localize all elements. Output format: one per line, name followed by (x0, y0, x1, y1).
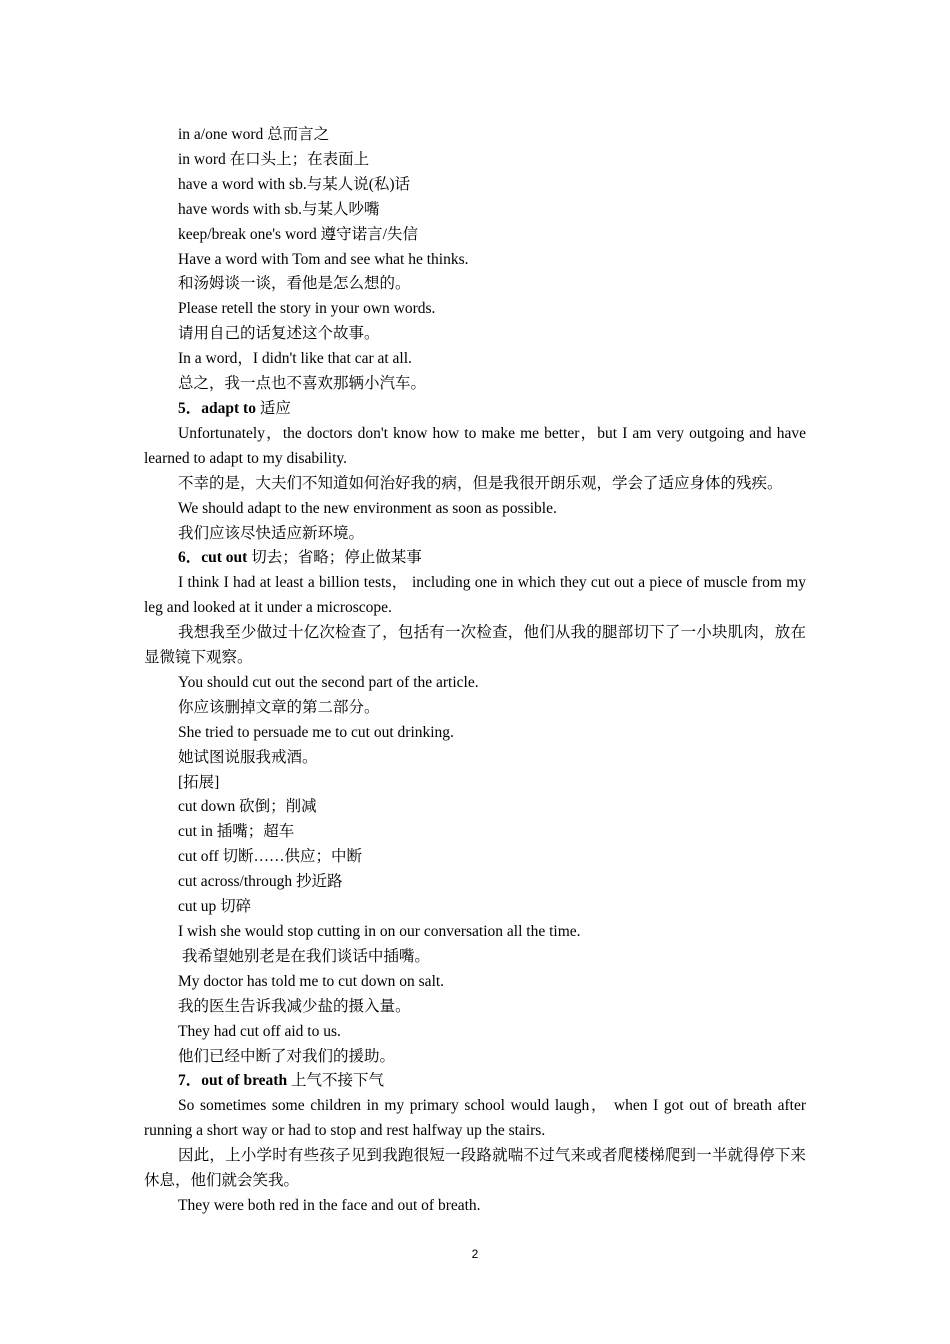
heading-term: adapt to (201, 399, 256, 417)
paragraph: So sometimes some children in my primary school would laugh， when I got out of breath after running a short way or had to stop and rest halfway up the stairs. (144, 1097, 806, 1140)
heading-meaning: 上气不接下气 (290, 1072, 384, 1090)
text-line: keep/break one's word 遵守诺言/失信 (178, 225, 418, 243)
text-line: 不幸的是，大夫们不知道如何治好我的病，但是我很开朗乐观，学会了适应身体的残疾。 (178, 474, 783, 492)
text-line: 和汤姆谈一谈，看他是怎么想的。 (178, 275, 411, 293)
text-line: 他们已经中断了对我们的援助。 (178, 1047, 396, 1065)
text-line: in a/one word 总而言之 (178, 126, 330, 143)
text-line: My doctor has told me to cut down on salt. (178, 972, 445, 990)
section-heading-5 (144, 397, 806, 422)
heading-term: cut out (201, 549, 248, 567)
text-line: You should cut out the second part of the article. (178, 673, 479, 691)
heading-term: out of breath (201, 1072, 288, 1090)
text-line: They were both red in the face and out of breath. (178, 1196, 481, 1214)
heading-number: 7． (178, 1072, 202, 1090)
text-line: 她试图说服我戒酒。 (178, 748, 318, 766)
page-number: 2 (471, 1247, 479, 1261)
text-line: cut up 切碎 (178, 898, 252, 916)
text-line: 你应该删掉文章的第二部分。 (178, 698, 380, 716)
paragraph: Unfortunately，the doctors don't know how to make me better，but I am very outgoing and have learned to adapt to my disability. (144, 424, 806, 467)
text-line: cut down 砍倒；削减 (178, 798, 317, 816)
paragraph: 我想我至少做过十亿次检查了，包括有一次检查，他们从我的腿部切下了一小块肌肉，放在显微镜下观察。 (144, 624, 806, 667)
text-line: Have a word with Tom and see what he thinks. (178, 250, 469, 268)
text-line: 我们应该尽快适应新环境。 (178, 524, 365, 542)
paragraph: I think I had at least a billion tests， including one in which they cut out a piece of muscle from my leg and looked at it under a microscope. (144, 574, 806, 617)
text-line: Please retell the story in your own words. (178, 300, 436, 318)
section-heading-6 (144, 546, 806, 571)
text-line: cut in 插嘴；超车 (178, 823, 295, 841)
text-line: We should adapt to the new environment as soon as possible. (178, 499, 557, 517)
heading-meaning: 切去；省略；停止做某事 (251, 549, 422, 567)
heading-meaning: 适应 (259, 399, 291, 417)
text-line: 总之，我一点也不喜欢那辆小汽车。 (178, 375, 427, 393)
section-heading-7 (144, 1069, 806, 1094)
text-line: 我希望她别老是在我们谈话中插嘴。 (178, 947, 430, 965)
text-line: In a word，I didn't like that car at all. (178, 350, 412, 368)
text-line: cut off 切断……供应；中断 (178, 848, 362, 866)
text-line: have a word with sb.与某人说(私)话 (178, 175, 411, 193)
text-line: I wish she would stop cutting in on our conversation all the time. (178, 923, 581, 940)
paragraph: 因此，上小学时有些孩子见到我跑很短一段路就喘不过气来或者爬楼梯爬到一半就得停下来休息，他们就会笑我。 (144, 1147, 806, 1190)
heading-number: 5． (178, 399, 202, 417)
heading-number: 6． (178, 549, 202, 567)
text-line: cut across/through 抄近路 (178, 873, 343, 891)
text-line: in word 在口头上；在表面上 (178, 150, 370, 168)
text-line: 我的医生告诉我减少盐的摄入量。 (178, 997, 411, 1015)
text-line: have words with sb.与某人吵嘴 (178, 200, 380, 218)
page-content (144, 123, 806, 1219)
text-line: She tried to persuade me to cut out drinking. (178, 723, 454, 741)
text-line: They had cut off aid to us. (178, 1022, 341, 1040)
text-line: [拓展] (178, 773, 220, 791)
text-line: 请用自己的话复述这个故事。 (178, 325, 380, 343)
